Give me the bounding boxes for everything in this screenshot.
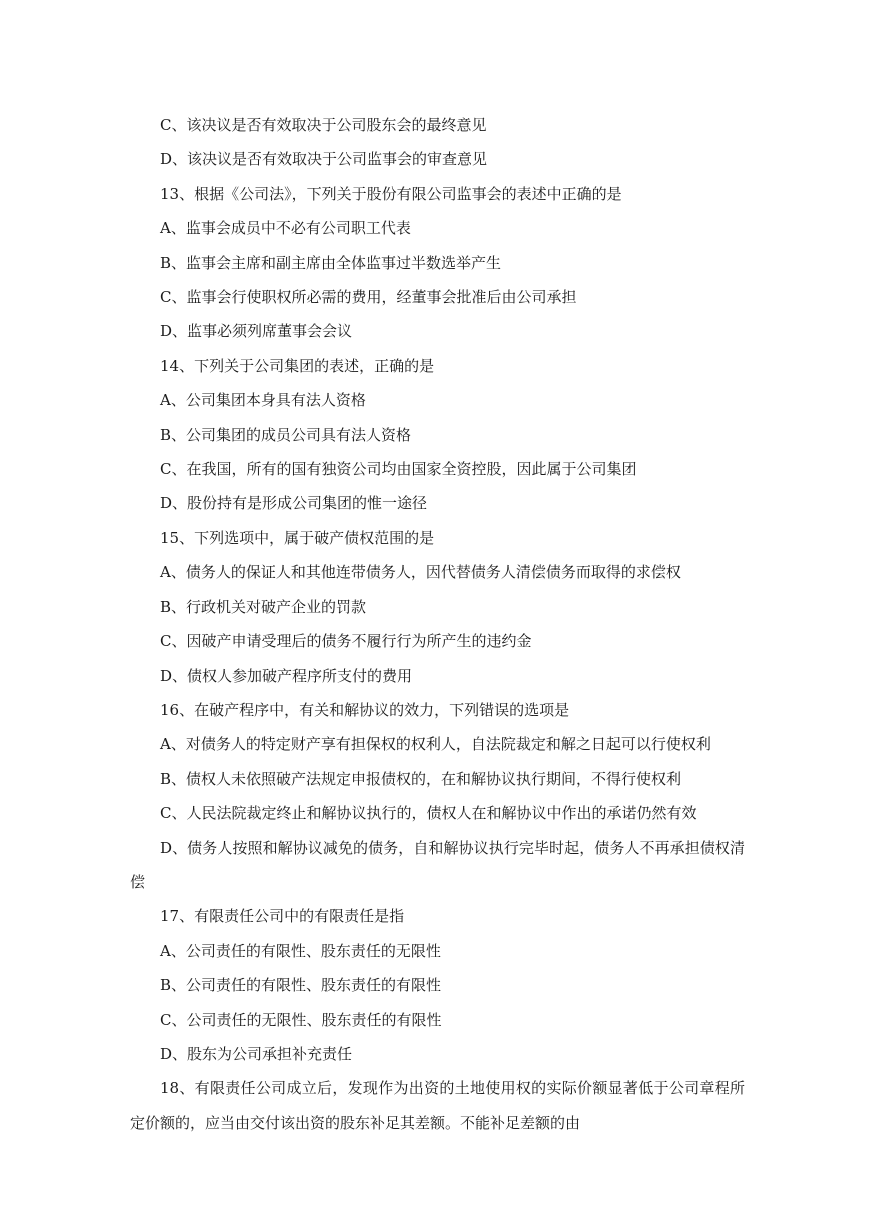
option-b-q13: B、监事会主席和副主席由全体监事过半数选举产生	[160, 253, 502, 272]
option-c-q13: C、监事会行使职权所必需的费用，经董事会批准后由公司承担	[160, 288, 577, 307]
option-d-q16: D、债务人按照和解协议减免的债务，自和解协议执行完毕时起，债务人不再承担债权清偿	[130, 838, 745, 891]
option-c-q15: C、因破产申请受理后的债务不履行行为所产生的违约金	[160, 632, 532, 651]
question-17: 17、有限责任公司中的有限责任是指	[160, 907, 405, 926]
option-d-q17: D、股东为公司承担补充责任	[160, 1044, 353, 1063]
option-c-q12: C、该决议是否有效取决于公司股东会的最终意见	[160, 116, 487, 134]
option-c-q17: C、公司责任的无限性、股东责任的有限性	[160, 1010, 442, 1029]
question-14: 14、下列关于公司集团的表述，正确的是	[160, 356, 435, 375]
question-18: 18、有限责任公司成立后，发现作为出资的土地使用权的实际价额显著低于公司章程所定价额的，应当由交付该出资的股东补足其差额。不能补足差额的由	[130, 1079, 745, 1132]
question-13: 13、根据《公司法》，下列关于股份有限公司监事会的表述中正确的是	[160, 184, 622, 203]
document-body	[130, 108, 745, 1140]
option-a-q13: A、监事会成员中不必有公司职工代表	[160, 219, 411, 238]
option-d-q15: D、债权人参加破产程序所支付的费用	[160, 666, 413, 685]
option-c-q16: C、人民法院裁定终止和解协议执行的，债权人在和解协议中作出的承诺仍然有效	[160, 804, 697, 823]
question-16: 16、在破产程序中，有关和解协议的效力，下列错误的选项是	[160, 700, 570, 719]
option-c-q14: C、在我国，所有的国有独资公司均由国家全资控股，因此属于公司集团	[160, 460, 637, 479]
option-b-q16: B、债权人未依照破产法规定申报债权的，在和解协议执行期间，不得行使权利	[160, 769, 682, 788]
question-15: 15、下列选项中，属于破产债权范围的是	[160, 528, 435, 547]
option-a-q17: A、公司责任的有限性、股东责任的无限性	[160, 941, 441, 960]
option-a-q14: A、公司集团本身具有法人资格	[160, 391, 366, 410]
option-b-q15: B、行政机关对破产企业的罚款	[160, 597, 367, 616]
option-a-q16: A、对债务人的特定财产享有担保权的权利人，自法院裁定和解之日起可以行使权利	[160, 735, 711, 754]
option-d-q12: D、该决议是否有效取决于公司监事会的审查意见	[160, 150, 488, 169]
option-d-q13: D、监事必须列席董事会会议	[160, 322, 353, 341]
option-b-q17: B、公司责任的有限性、股东责任的有限性	[160, 976, 442, 995]
option-d-q14: D、股份持有是形成公司集团的惟一途径	[160, 494, 428, 513]
option-a-q15: A、债务人的保证人和其他连带债务人，因代替债务人清偿债务而取得的求偿权	[160, 563, 681, 582]
option-b-q14: B、公司集团的成员公司具有法人资格	[160, 425, 412, 444]
